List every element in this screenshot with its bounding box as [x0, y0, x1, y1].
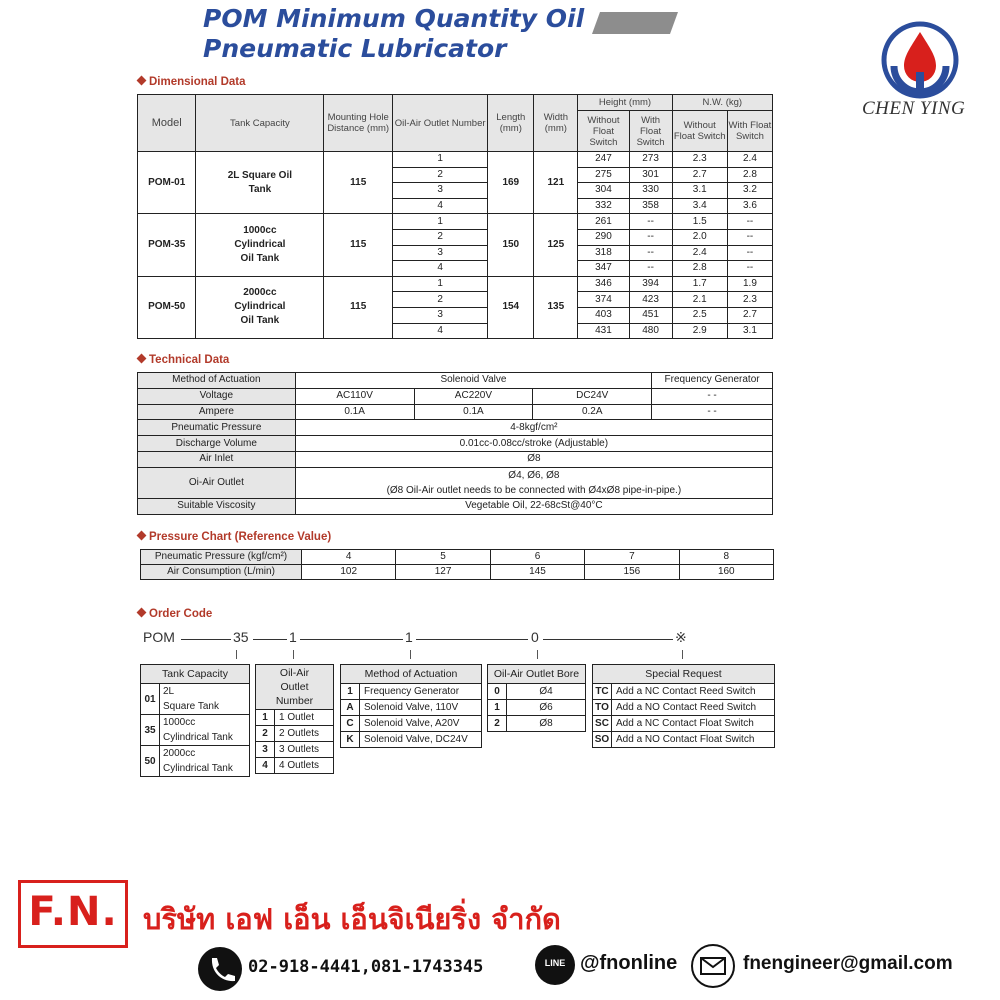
line-id: @fnonline	[580, 952, 678, 974]
value-cell: 332	[578, 198, 629, 214]
fn-logo	[18, 880, 128, 948]
mount-cell: 115	[324, 152, 393, 214]
order-method-header: Method of Actuation	[341, 665, 482, 684]
model-cell: POM-01	[138, 152, 196, 214]
section-order-label: Order Code	[149, 608, 213, 620]
outlet-cell: 2	[393, 229, 488, 245]
tank-desc-cell	[160, 715, 250, 746]
value-cell: 247	[578, 152, 629, 168]
tech-outlet-label: Oi-Air Outlet	[138, 467, 296, 498]
code-bore: 0	[531, 629, 539, 645]
value-cell: --	[629, 245, 672, 261]
code-outlets: 1	[289, 629, 297, 645]
table-row	[138, 152, 773, 168]
order-special-header: Special Request	[593, 665, 775, 684]
tank-cell: 2000cc Cylindrical Oil Tank	[196, 276, 324, 338]
method-code-cell: 1	[341, 684, 360, 700]
page-title	[203, 4, 584, 64]
pressure-cell: 8	[679, 550, 773, 565]
phone-icon	[197, 946, 243, 992]
order-bore-header: Oil-Air Outlet Bore	[488, 665, 586, 684]
special-desc-cell: Add a NO Contact Float Switch	[612, 732, 775, 748]
method-code-cell: A	[341, 700, 360, 716]
tank-desc-line-2: Cylindrical Tank	[163, 763, 233, 774]
table-row	[341, 716, 482, 732]
header-height: Height (mm)	[578, 95, 672, 111]
bore-desc-cell: Ø6	[507, 700, 586, 716]
pressure-cell: 7	[585, 550, 679, 565]
tech-inlet-label: Air Inlet	[138, 451, 296, 467]
tick-bore	[537, 650, 538, 659]
outlet-cell: 2	[393, 292, 488, 308]
value-cell: 2.3	[727, 292, 772, 308]
tank-desc-line-2: Square Tank	[163, 701, 219, 712]
tech-pressure-label: Pneumatic Pressure	[138, 420, 296, 436]
header-tank: Tank Capacity	[196, 95, 324, 152]
method-code-cell: K	[341, 732, 360, 748]
value-cell: 261	[578, 214, 629, 230]
value-cell: 1.5	[672, 214, 727, 230]
value-cell: 2.4	[672, 245, 727, 261]
section-technical	[138, 354, 229, 366]
value-cell: 1.9	[727, 276, 772, 292]
outlets-desc-cell: 3 Outlets	[275, 742, 334, 758]
order-bore-table	[487, 664, 586, 732]
consumption-row-label: Air Consumption (L/min)	[141, 565, 302, 580]
table-row	[488, 716, 586, 732]
code-connector	[543, 639, 673, 640]
order-code-line	[143, 629, 703, 649]
table-row	[341, 684, 482, 700]
tank-desc-line-1: 1000cc	[163, 717, 196, 728]
tech-ampere-label: Ampere	[138, 404, 296, 420]
value-cell: 347	[578, 261, 629, 277]
outlet-cell: 1	[393, 276, 488, 292]
tick-tank	[236, 650, 237, 659]
tank-code-cell: 01	[141, 684, 160, 715]
outlet-cell: 4	[393, 323, 488, 339]
outlets-code-cell: 3	[256, 742, 275, 758]
pressure-table	[140, 549, 774, 580]
method-desc-cell: Solenoid Valve, A20V	[360, 716, 482, 732]
value-cell: --	[629, 229, 672, 245]
order-outlets-header	[256, 665, 334, 710]
value-cell: 3.4	[672, 198, 727, 214]
value-cell: 480	[629, 323, 672, 339]
section-order	[138, 608, 212, 620]
value-cell: 304	[578, 183, 629, 199]
email-address: fnengineer@gmail.com	[743, 953, 953, 974]
table-row	[138, 214, 773, 230]
title-line-1: POM Minimum Quantity Oil	[203, 4, 585, 33]
bore-desc-cell: Ø4	[507, 684, 586, 700]
value-cell: 2.0	[672, 229, 727, 245]
tank-desc-cell	[160, 684, 250, 715]
tech-voltage-1: AC110V	[295, 388, 414, 404]
tech-voltage-2: AC220V	[414, 388, 533, 404]
code-tank: 35	[233, 629, 249, 645]
code-connector	[300, 639, 403, 640]
table-row	[488, 700, 586, 716]
brand-name: CHEN YING	[862, 98, 966, 119]
length-cell: 169	[488, 152, 534, 214]
order-method-table	[340, 664, 482, 748]
special-code-cell: TO	[593, 700, 612, 716]
company-name: บริษัท เอฟ เอ็น เอ็นจิเนียริ่ง จำกัด	[143, 902, 561, 936]
tech-ampere-4: - -	[652, 404, 773, 420]
value-cell: 403	[578, 307, 629, 323]
outlet-cell: 1	[393, 214, 488, 230]
value-cell: 3.2	[727, 183, 772, 199]
value-cell: 290	[578, 229, 629, 245]
order-tank-table	[140, 664, 250, 777]
value-cell: --	[727, 214, 772, 230]
table-row	[141, 715, 250, 746]
tank-desc-line-1: 2L	[163, 686, 175, 697]
tech-method-label: Method of Actuation	[138, 373, 296, 389]
tech-discharge-label: Discharge Volume	[138, 436, 296, 452]
consumption-cell: 127	[396, 565, 490, 580]
diamond-bullet-icon	[137, 608, 147, 618]
section-pressure	[138, 531, 331, 543]
tank-desc-cell	[160, 746, 250, 777]
tech-ampere-1: 0.1A	[295, 404, 414, 420]
table-row	[341, 732, 482, 748]
header-outlet: Oil-Air Outlet Number	[393, 95, 488, 152]
value-cell: --	[727, 229, 772, 245]
value-cell: 2.8	[727, 167, 772, 183]
outlet-cell: 3	[393, 245, 488, 261]
bore-desc-cell: Ø8	[507, 716, 586, 732]
special-desc-cell: Add a NO Contact Reed Switch	[612, 700, 775, 716]
section-dimensional-label: Dimensional Data	[149, 76, 246, 88]
outlet-cell: 1	[393, 152, 488, 168]
header-width: Width (mm)	[534, 95, 578, 152]
diamond-bullet-icon	[137, 531, 147, 541]
width-cell: 121	[534, 152, 578, 214]
tech-voltage-4: - -	[652, 388, 773, 404]
value-cell: 2.3	[672, 152, 727, 168]
value-cell: --	[727, 261, 772, 277]
method-desc-cell: Solenoid Valve, DC24V	[360, 732, 482, 748]
outlet-cell: 2	[393, 167, 488, 183]
tech-outlet-cell	[295, 467, 772, 498]
title-decor-bar	[592, 12, 678, 34]
chen-ying-logo-icon	[880, 20, 960, 100]
value-cell: 394	[629, 276, 672, 292]
model-cell: POM-35	[138, 214, 196, 276]
model-cell: POM-50	[138, 276, 196, 338]
method-desc-cell: Frequency Generator	[360, 684, 482, 700]
email-icon	[690, 943, 736, 989]
outlets-code-cell: 2	[256, 726, 275, 742]
diamond-bullet-icon	[137, 76, 147, 86]
value-cell: 275	[578, 167, 629, 183]
phone-number: 02-918-4441,081-1743345	[248, 957, 484, 977]
section-dimensional	[138, 76, 246, 88]
value-cell: 2.7	[672, 167, 727, 183]
tank-cell: 2L Square Oil Tank	[196, 152, 324, 214]
tick-outlets	[293, 650, 294, 659]
outlet-cell: 4	[393, 261, 488, 277]
value-cell: 3.1	[727, 323, 772, 339]
line-icon	[535, 945, 575, 985]
value-cell: 374	[578, 292, 629, 308]
outlets-desc-cell: 4 Outlets	[275, 758, 334, 774]
tick-special	[682, 650, 683, 659]
technical-table	[137, 372, 773, 515]
value-cell: 2.5	[672, 307, 727, 323]
outlet-cell: 3	[393, 307, 488, 323]
outlets-code-cell: 4	[256, 758, 275, 774]
table-row	[141, 746, 250, 777]
tech-solenoid: Solenoid Valve	[295, 373, 651, 389]
value-cell: 3.1	[672, 183, 727, 199]
tank-cell: 1000cc Cylindrical Oil Tank	[196, 214, 324, 276]
length-cell: 150	[488, 214, 534, 276]
tech-outlet-value-1: Ø4, Ø6, Ø8	[508, 469, 560, 481]
order-outlets-header-2: Outlet	[280, 681, 309, 693]
bore-code-cell: 1	[488, 700, 507, 716]
header-height-without: Without Float Switch	[578, 111, 629, 152]
header-model: Model	[138, 95, 196, 152]
method-code-cell: C	[341, 716, 360, 732]
tech-discharge-value: 0.01cc-0.08cc/stroke (Adjustable)	[295, 436, 772, 452]
value-cell: --	[727, 245, 772, 261]
mount-cell: 115	[324, 214, 393, 276]
tech-voltage-3: DC24V	[533, 388, 652, 404]
header-length: Length (mm)	[488, 95, 534, 152]
mount-cell: 115	[324, 276, 393, 338]
tech-viscosity-value: Vegetable Oil, 22-68cSt@40°C	[295, 498, 772, 514]
length-cell: 154	[488, 276, 534, 338]
method-desc-cell: Solenoid Valve, 110V	[360, 700, 482, 716]
table-row	[593, 716, 775, 732]
code-special: ※	[675, 629, 687, 645]
value-cell: 423	[629, 292, 672, 308]
outlet-cell: 3	[393, 183, 488, 199]
special-code-cell: SO	[593, 732, 612, 748]
tech-outlet-value-2: (Ø8 Oil-Air outlet needs to be connected with Ø4xØ8 pipe-in-pipe.)	[386, 484, 682, 496]
tank-desc-line-2: Cylindrical Tank	[163, 732, 233, 743]
tech-ampere-2: 0.1A	[414, 404, 533, 420]
value-cell: --	[629, 214, 672, 230]
table-row	[256, 710, 334, 726]
diamond-bullet-icon	[137, 354, 147, 364]
tech-voltage-label: Voltage	[138, 388, 296, 404]
value-cell: 2.4	[727, 152, 772, 168]
order-outlets-header-3: Number	[275, 695, 314, 707]
tech-generator: Frequency Generator	[652, 373, 773, 389]
value-cell: 2.1	[672, 292, 727, 308]
order-outlets-table	[255, 664, 334, 774]
section-technical-label: Technical Data	[149, 354, 230, 366]
value-cell: 273	[629, 152, 672, 168]
bore-code-cell: 0	[488, 684, 507, 700]
outlets-code-cell: 1	[256, 710, 275, 726]
section-pressure-label: Pressure Chart (Reference Value)	[149, 531, 332, 543]
table-row	[593, 684, 775, 700]
value-cell: 346	[578, 276, 629, 292]
value-cell: 301	[629, 167, 672, 183]
value-cell: 318	[578, 245, 629, 261]
table-row	[256, 742, 334, 758]
value-cell: 451	[629, 307, 672, 323]
tech-ampere-3: 0.2A	[533, 404, 652, 420]
pressure-cell: 5	[396, 550, 490, 565]
code-connector	[181, 639, 231, 640]
title-line-2: Pneumatic Lubricator	[203, 34, 507, 63]
table-row	[138, 276, 773, 292]
value-cell: 431	[578, 323, 629, 339]
line-icon-text: LINE	[544, 958, 566, 968]
special-code-cell: SC	[593, 716, 612, 732]
code-connector	[253, 639, 287, 640]
header-nw-without: Without Float Switch	[672, 111, 727, 152]
value-cell: 330	[629, 183, 672, 199]
pressure-cell: 6	[490, 550, 584, 565]
code-connector	[416, 639, 528, 640]
header-mount: Mounting Hole Distance (mm)	[324, 95, 393, 152]
value-cell: 2.7	[727, 307, 772, 323]
code-prefix: POM	[143, 629, 175, 645]
order-special-table	[592, 664, 775, 748]
tank-code-cell: 50	[141, 746, 160, 777]
value-cell: 358	[629, 198, 672, 214]
outlet-cell: 4	[393, 198, 488, 214]
outlets-desc-cell: 2 Outlets	[275, 726, 334, 742]
header-nw: N.W. (kg)	[672, 95, 772, 111]
consumption-cell: 160	[679, 565, 773, 580]
special-code-cell: TC	[593, 684, 612, 700]
fn-logo-text: F.N.	[28, 889, 118, 935]
order-outlets-header-1: Oil-Air	[279, 667, 310, 679]
tech-pressure-value: 4-8kgf/cm²	[295, 420, 772, 436]
value-cell: 2.9	[672, 323, 727, 339]
table-row	[341, 700, 482, 716]
dimensional-table	[137, 94, 773, 339]
table-row	[256, 758, 334, 774]
tank-code-cell: 35	[141, 715, 160, 746]
tech-viscosity-label: Suitable Viscosity	[138, 498, 296, 514]
consumption-cell: 156	[585, 565, 679, 580]
pressure-cell: 4	[302, 550, 396, 565]
header-nw-with: With Float Switch	[727, 111, 772, 152]
outlets-desc-cell: 1 Outlet	[275, 710, 334, 726]
special-desc-cell: Add a NC Contact Float Switch	[612, 716, 775, 732]
value-cell: 2.8	[672, 261, 727, 277]
header-height-with: With Float Switch	[629, 111, 672, 152]
consumption-cell: 102	[302, 565, 396, 580]
special-desc-cell: Add a NC Contact Reed Switch	[612, 684, 775, 700]
width-cell: 125	[534, 214, 578, 276]
tank-desc-line-1: 2000cc	[163, 748, 196, 759]
code-method: 1	[405, 629, 413, 645]
width-cell: 135	[534, 276, 578, 338]
tick-method	[410, 650, 411, 659]
table-row	[141, 684, 250, 715]
table-row	[593, 732, 775, 748]
consumption-cell: 145	[490, 565, 584, 580]
table-row	[488, 684, 586, 700]
tech-inlet-value: Ø8	[295, 451, 772, 467]
value-cell: 3.6	[727, 198, 772, 214]
value-cell: 1.7	[672, 276, 727, 292]
table-row	[256, 726, 334, 742]
table-row	[593, 700, 775, 716]
bore-code-cell: 2	[488, 716, 507, 732]
pressure-row-label: Pneumatic Pressure (kgf/cm²)	[141, 550, 302, 565]
order-tank-header: Tank Capacity	[141, 665, 250, 684]
value-cell: --	[629, 261, 672, 277]
